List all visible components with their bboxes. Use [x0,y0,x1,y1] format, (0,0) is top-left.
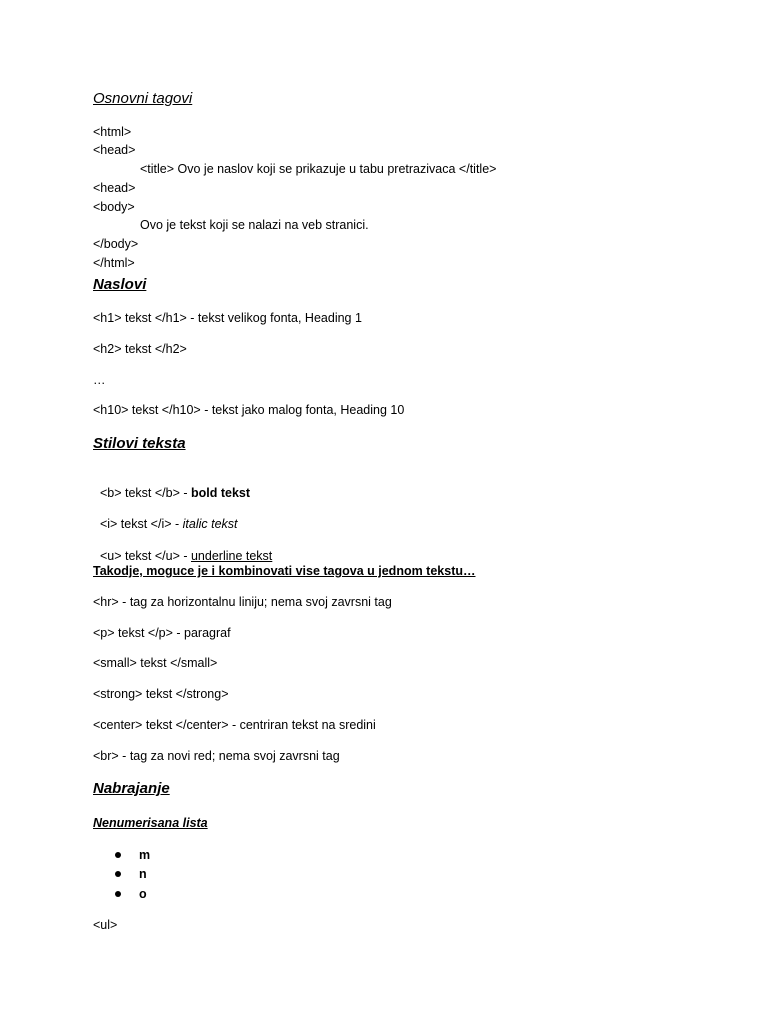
stil-underline-prefix: <u> tekst </u> - [99,549,191,563]
code-line-body-close: </body> [93,237,139,251]
stil-line-italic [93,500,238,532]
stil-line-bold [93,469,250,501]
stil-bold-prefix: <b> tekst </b> - [99,486,191,500]
stil-line-underline [93,532,272,564]
bullet-icon [115,871,121,877]
list-item [115,866,147,882]
stil-combine-note: Takodje, moguce je i kombinovati vise tagova u jednom tekstu… [93,564,476,578]
code-line-html-open: <html> [93,125,132,139]
bullet-icon [115,852,121,858]
list-item-text: n [139,867,147,881]
code-line-title: <title> Ovo je naslov koji se prikazuje u tabu pretrazivaca </title> [140,162,497,176]
list-item-text: o [139,887,147,901]
naslovi-line-ellipsis: … [93,373,106,387]
list-item [115,847,150,863]
list-item [115,886,147,902]
stil-italic-prefix: <i> tekst </i> - [99,517,183,531]
code-line-head-open: <head> [93,143,136,157]
naslovi-line-h10: <h10> tekst </h10> - tekst jako malog fonta, Heading 10 [93,403,405,417]
naslovi-line-h1: <h1> tekst </h1> - tekst velikog fonta, Heading 1 [93,311,362,325]
subheading-nenumerisana-lista: Nenumerisana lista [93,816,208,830]
bullet-icon [115,891,121,897]
section-heading-nabrajanje: Nabrajanje [93,780,170,797]
stil-line-center: <center> tekst </center> - centriran tekst na sredini [93,718,376,732]
section-heading-stilovi-teksta: Stilovi teksta [93,435,186,452]
stil-italic-example: italic tekst [182,517,238,531]
code-line-ul: <ul> [93,918,118,932]
stil-line-strong: <strong> tekst </strong> [93,687,229,701]
code-line-body-text: Ovo je tekst koji se nalazi na veb stranici. [140,218,369,232]
stil-bold-example: bold tekst [190,486,251,500]
stil-underline-example: underline tekst [190,549,273,563]
naslovi-line-h2: <h2> tekst </h2> [93,342,187,356]
section-heading-naslovi: Naslovi [93,276,147,293]
section-heading-osnovni-tagovi: Osnovni tagovi [93,90,193,107]
code-line-body-open: <body> [93,200,135,214]
stil-line-br: <br> - tag za novi red; nema svoj zavrsni tag [93,749,340,763]
stil-line-small: <small> tekst </small> [93,656,218,670]
list-item-text: m [139,848,151,862]
code-line-html-close: </html> [93,256,135,270]
stil-line-hr: <hr> - tag za horizontalnu liniju; nema svoj zavrsni tag [93,595,392,609]
code-line-head-close: <head> [93,181,136,195]
stil-line-p: <p> tekst </p> - paragraf [93,626,231,640]
